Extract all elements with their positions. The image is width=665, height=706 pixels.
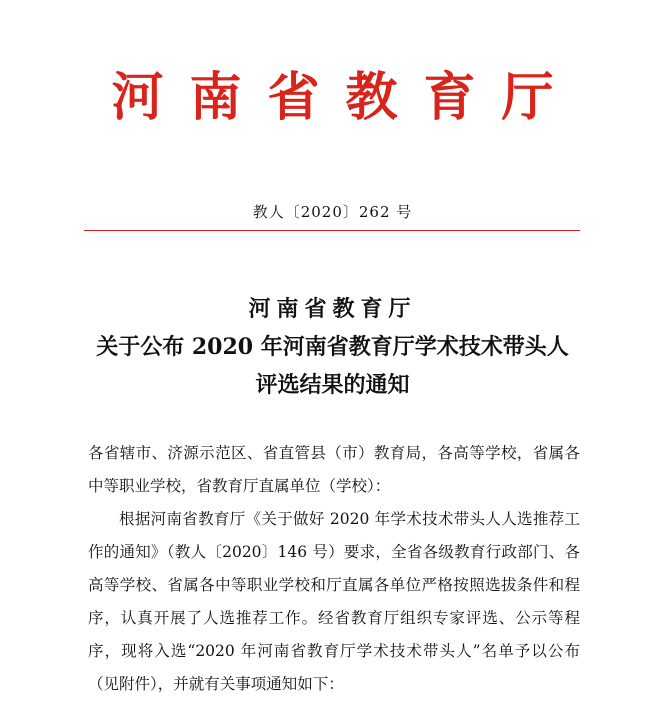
red-divider — [84, 230, 580, 231]
title-line-subject: 关于公布 2020 年河南省教育厅学术技术带头人 — [96, 334, 569, 360]
recipients-paragraph: 各省辖市、济源示范区、省直管县（市）教育局，各高等学校，省属各中等职业学校，省教育厅直属单位（学校）： — [88, 444, 580, 495]
masthead-title: 河南省教育厅 — [111, 67, 580, 128]
document-number: 教人〔2020〕262 号 — [252, 203, 413, 221]
title-line-subject-end: 评选结果的通知 — [255, 372, 410, 398]
body-paragraph: 根据河南省教育厅《关于做好 2020 年学术技术带头人人选推荐工作的通知》（教人〔2020〕146 号）要求，全省各级教育行政部门、各高等学校、省属各中等职业学校和厅直属各单位严格按照选拔条件和程序，认真开展了人选推荐工作。经省教育厅组织专家评选、公示等程序，现将入选“2020 年河南省教育厅学术技术带头人”名单予以公布（见附件），并就有关事项通知如下： — [88, 510, 580, 693]
title-line-issuer: 河南省教育厅 — [248, 296, 417, 322]
notice-title — [0, 290, 665, 404]
notice-body — [88, 437, 580, 701]
